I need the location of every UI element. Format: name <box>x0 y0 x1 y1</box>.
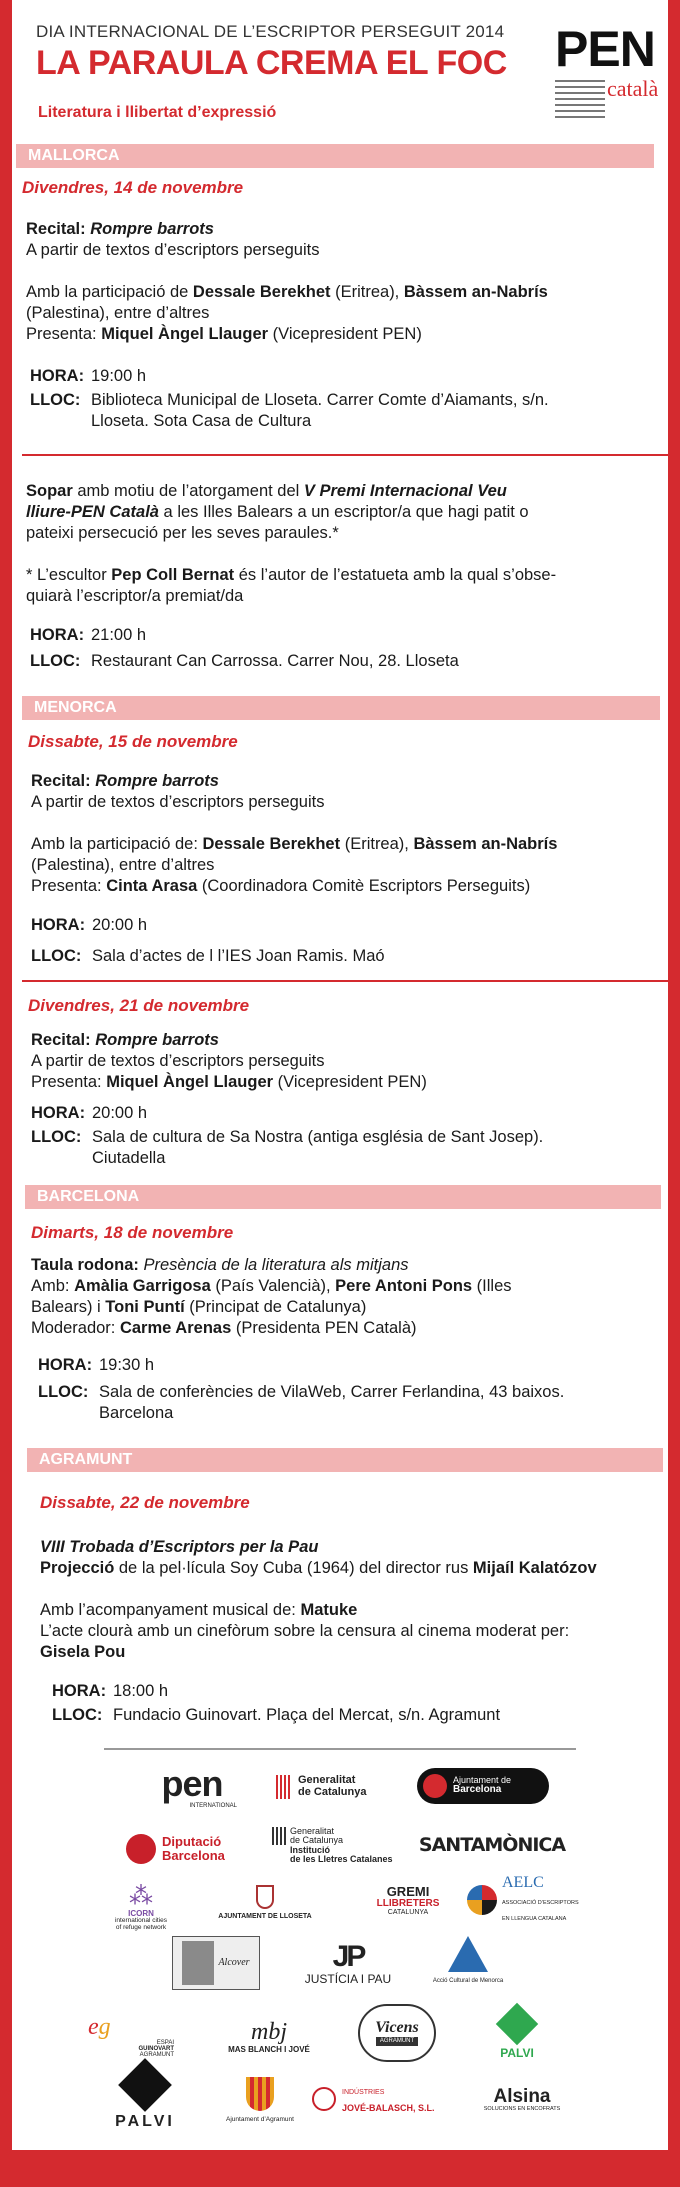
event-date: Dimarts, 18 de novembre <box>31 1223 234 1242</box>
presenter-role: (Coordinadora Comitè Escriptors Perseguits) <box>197 877 531 895</box>
participant-name: Bàssem an-Nabrís <box>403 283 548 301</box>
barcelona-shield-icon <box>423 1774 447 1798</box>
sponsor-text: JOVÉ-BALASCH, S.L. <box>342 2103 435 2113</box>
section-divider <box>22 454 670 456</box>
event-date: Divendres, 14 de novembre <box>22 178 244 197</box>
sponsor-text: EN LLENGUA CATALANA <box>502 1916 567 1923</box>
recital-description: A partir de textos d’escriptors perseguits <box>31 793 325 811</box>
sponsor-text: GUINOVART <box>138 2045 174 2052</box>
jp-monogram-icon: JP <box>332 1939 364 1973</box>
sponsor-text: LLIBRETERS <box>376 1897 440 1909</box>
event-menorca-recital <box>31 771 651 897</box>
aelc-logo <box>467 1873 602 1923</box>
sopar-text: pateixi persecució per les seves paraules.* <box>26 524 339 542</box>
music-text: Amb l’acompanyament musical de: <box>40 1601 301 1619</box>
logo-catala-text: català <box>607 76 659 101</box>
recital-label: Recital: <box>26 220 86 238</box>
sponsor-text: AJUNTAMENT DE LLOSETA <box>218 1913 312 1921</box>
lloc-label: LLOC: <box>31 947 82 965</box>
lloc-label: LLOC: <box>30 391 81 409</box>
sponsor-text: Ajuntament de <box>453 1775 512 1786</box>
sponsor-text: Barcelona <box>453 1784 502 1796</box>
event-time: 18:00 h <box>113 1682 169 1700</box>
event-date: Dissabte, 22 de novembre <box>40 1493 250 1512</box>
region-band-agramunt: AGRAMUNT <box>27 1448 663 1472</box>
participation-text: Amb la participació de: <box>31 835 203 853</box>
recital-label: Recital: <box>31 772 91 790</box>
cineforum-text: L’acte clourà amb un cinefòrum sobre la censura al cinema moderat per: <box>40 1622 570 1640</box>
sponsor-text: Acció Cultural de Menorca <box>432 1977 504 1984</box>
recital-title: Rompre barrots <box>95 1031 219 1049</box>
sponsor-text: de Catalunya <box>290 1835 344 1846</box>
taula-label: Taula rodona: <box>31 1256 144 1274</box>
hora-label: HORA: <box>31 916 86 934</box>
lloc-label: LLOC: <box>38 1383 89 1401</box>
participant-country: (Palestina), entre d’altres <box>26 304 210 322</box>
sculptor-name: Pep Coll Bernat <box>111 566 235 584</box>
presenter-label: Presenta: <box>31 877 107 895</box>
participant-country: (Eritrea), <box>330 283 404 301</box>
sponsor-text: Ajuntament d’Agramunt <box>226 2115 294 2123</box>
event-time: 21:00 h <box>91 626 147 644</box>
senyera-icon <box>272 1827 286 1845</box>
page-subtitle: Literatura i llibertat d’expressió <box>38 104 277 121</box>
palvi-diamond-icon <box>118 2058 172 2112</box>
event-time-place <box>52 1681 672 1726</box>
participant-name: Dessale Berekhet <box>192 283 331 301</box>
event-time: 20:00 h <box>92 1104 148 1122</box>
agramunt-shield-icon <box>246 2077 274 2111</box>
icorn-network-icon: ⁂ <box>129 1882 153 1910</box>
sponsor-text: Barcelona <box>162 1848 225 1863</box>
palvi-diamond-icon <box>496 2002 538 2044</box>
recital-title: Rompre barrots <box>95 772 219 790</box>
diputacio-barcelona-logo <box>126 1831 256 1867</box>
event-date: Divendres, 21 de novembre <box>28 996 250 1015</box>
sponsor-text: SOLUCIONS EN ENCOFRATS <box>483 2106 561 2113</box>
event-place: Restaurant Can Carrossa. Carrer Nou, 28. Lloseta <box>91 652 459 670</box>
hora-label: HORA: <box>30 626 85 644</box>
diputacio-emblem-icon <box>126 1834 156 1864</box>
sponsor-text: SANTAMÒNICA <box>418 1834 566 1857</box>
event-barcelona-taula <box>31 1255 651 1339</box>
logo-fine-print <box>555 80 605 124</box>
sponsor-text: Alsina <box>493 2086 551 2108</box>
sponsor-text: de Catalunya <box>298 1786 367 1798</box>
lloc-label: LLOC: <box>30 652 81 670</box>
sponsor-text: JUSTÍCIA I PAU <box>304 1971 392 1986</box>
sponsor-text: PALVI <box>500 2045 534 2060</box>
event-place: Ciutadella <box>92 1149 166 1167</box>
presenter-label: Presenta: <box>31 1073 107 1091</box>
lloc-label: LLOC: <box>31 1128 82 1146</box>
participant-name: Dessale Berekhet <box>202 835 341 853</box>
mas-blanch-i-jove-logo <box>208 2010 330 2062</box>
presenter-name: Miquel Àngel Llauger <box>101 325 269 343</box>
recital-title: Rompre barrots <box>90 220 214 238</box>
pen-logo-text: pen <box>161 1762 223 1804</box>
alsina-logo <box>474 2080 570 2120</box>
moderator-role: (Presidenta PEN Català) <box>231 1319 417 1337</box>
lloseta-shield-icon <box>256 1885 274 1909</box>
sponsor-text: ASSOCIACIÓ D’ESCRIPTORS <box>502 1899 579 1906</box>
justicia-i-pau-logo <box>298 1934 398 1992</box>
event-place: Lloseta. Sota Casa de Cultura <box>91 412 312 430</box>
santamonica-logo <box>418 1826 566 1866</box>
sponsor-text: AGRAMUNT <box>139 2052 174 2059</box>
sponsor-text: Generalitat <box>298 1774 356 1787</box>
portrait-icon <box>182 1941 214 1985</box>
palvi-logo-green <box>472 2004 562 2064</box>
sponsor-text: Vicens <box>375 2019 419 2037</box>
hora-label: HORA: <box>31 1104 86 1122</box>
sponsors-divider <box>104 1748 576 1750</box>
event-place: Sala de conferències de VilaWeb, Carrer Ferlandina, 43 baixos. <box>99 1383 565 1401</box>
eg-monogram-icon: eg <box>88 2013 111 2040</box>
region-band-menorca: MENORCA <box>22 696 660 720</box>
footnote-text: és l’autor de l’estatueta amb la qual s’obse- <box>234 566 557 584</box>
icorn-logo <box>104 1876 178 1940</box>
participant-name: Pere Antoni Pons <box>335 1277 473 1295</box>
presenter-name: Miquel Àngel Llauger <box>106 1073 274 1091</box>
moderator-name: Gisela Pou <box>40 1643 126 1661</box>
event-time: 19:00 h <box>91 367 147 385</box>
participant-name: Toni Puntí <box>105 1298 185 1316</box>
sponsor-text: Generalitat <box>290 1826 335 1836</box>
event-time: 20:00 h <box>92 916 148 934</box>
participant-origin: Balears) i <box>31 1298 106 1316</box>
presenter-label: Presenta: <box>26 325 102 343</box>
taula-title: Presència de la literatura als mitjans <box>143 1256 409 1274</box>
region-band-barcelona: BARCELONA <box>25 1185 661 1209</box>
mbj-signature-icon: mbj <box>251 2018 287 2045</box>
pen-international-logo <box>147 1763 237 1811</box>
jove-balasch-logo <box>312 2078 462 2120</box>
sponsor-text: MAS BLANCH I JOVÉ <box>228 2044 310 2054</box>
moderator-name: Carme Arenas <box>119 1319 232 1337</box>
sponsor-text: de les Lletres Catalanes <box>290 1854 393 1865</box>
region-band-mallorca: MALLORCA <box>16 144 654 168</box>
alcover-logo <box>172 1936 260 1990</box>
senyera-icon <box>276 1775 292 1799</box>
vicens-logo <box>358 2004 436 2062</box>
sponsor-text: Institució <box>290 1844 330 1855</box>
participant-name: Bàssem an-Nabrís <box>413 835 558 853</box>
event-time: 19:30 h <box>99 1356 155 1374</box>
projeccio-label: Projecció <box>40 1559 115 1577</box>
gremi-llibreters-logo <box>362 1876 454 1926</box>
event-time-place <box>30 366 650 432</box>
sopar-text: amb motiu de l’atorgament del <box>72 482 304 500</box>
palvi-logo-black <box>86 2064 204 2132</box>
section-divider <box>22 980 670 982</box>
poster-page <box>12 0 668 2150</box>
participant-origin: (Illes <box>472 1277 512 1295</box>
event-time-place <box>38 1355 658 1424</box>
moderator-label: Moderador: <box>31 1319 120 1337</box>
sponsor-text: PALVI <box>115 2112 175 2130</box>
event-place: Barcelona <box>99 1404 174 1422</box>
event-date: Dissabte, 15 de novembre <box>28 732 238 751</box>
recital-label: Recital: <box>31 1031 91 1049</box>
participant-origin: (Principat de Catalunya) <box>184 1298 367 1316</box>
director-name: Mijaíl Kalatózov <box>472 1559 597 1577</box>
sponsor-text: Diputació <box>162 1834 222 1850</box>
event-kicker: DIA INTERNACIONAL DE L’ESCRIPTOR PERSEGUIT 2014 <box>36 22 505 41</box>
event-mallorca-recital <box>26 219 646 345</box>
sponsor-text: Alcover <box>218 1956 250 1968</box>
presenter-name: Cinta Arasa <box>106 877 198 895</box>
presenter-role: (Vicepresident PEN) <box>268 325 422 343</box>
trobada-title: VIII Trobada d’Escriptors per la Pau <box>40 1538 319 1556</box>
event-place: Sala de cultura de Sa Nostra (antiga església de Sant Josep). <box>92 1128 544 1146</box>
musician-name: Matuke <box>300 1601 358 1619</box>
projeccio-text: de la pel·lícula Soy Cuba (1964) del director rus <box>114 1559 473 1577</box>
event-place: Fundacio Guinovart. Plaça del Mercat, s/n. Agramunt <box>113 1706 501 1724</box>
ajuntament-barcelona-logo <box>417 1768 549 1804</box>
presenter-role: (Vicepresident PEN) <box>273 1073 427 1091</box>
participants-label: Amb: <box>31 1277 75 1295</box>
ajuntament-lloseta-logo <box>210 1880 320 1926</box>
sponsor-text: AELC <box>502 1873 544 1891</box>
sponsor-text: CATALUNYA <box>387 1909 429 1917</box>
sponsor-text: international cities <box>114 1917 168 1925</box>
aelc-emblem-icon <box>467 1885 497 1915</box>
footnote-text: quiarà l’escriptor/a premiat/da <box>26 587 244 605</box>
hora-label: HORA: <box>52 1682 107 1700</box>
participant-name: Amàlia Garrigosa <box>74 1277 211 1295</box>
event-time-place <box>30 625 650 672</box>
page-title: LA PARAULA CREMA EL FOC <box>36 44 507 82</box>
event-place: Biblioteca Municipal de Lloseta. Carrer Comte d’Aiamants, s/n. <box>91 391 549 409</box>
lloc-label: LLOC: <box>52 1706 103 1724</box>
sponsor-text: INDÚSTRIES <box>342 2089 385 2097</box>
event-time-place <box>31 1103 651 1169</box>
event-place: Sala d’actes de l l’IES Joan Ramis. Maó <box>92 947 385 965</box>
recital-description: A partir de textos d’escriptors perseguits <box>26 241 320 259</box>
acio-cultural-menorca-logo <box>418 1930 518 1990</box>
generalitat-logo <box>276 1771 406 1803</box>
participant-country: (Eritrea), <box>340 835 414 853</box>
recital-description: A partir de textos d’escriptors perseguits <box>31 1052 325 1070</box>
event-menorca-recital-2 <box>31 1030 651 1093</box>
pen-logo-subtext: INTERNATIONAL <box>189 1802 237 1809</box>
sponsor-text: ICORN <box>128 1908 154 1918</box>
espai-guinovart-logo <box>88 2008 174 2064</box>
sopar-text: a les Illes Balears a un escriptor/a que hagi patit o <box>158 503 529 521</box>
participant-origin: (País Valencià), <box>210 1277 336 1295</box>
logo-pen-text: PEN <box>555 21 655 77</box>
ajuntament-agramunt-logo <box>212 2070 308 2130</box>
footnote-text: * L’escultor <box>26 566 112 584</box>
sponsor-text: GREMI <box>386 1884 430 1900</box>
ilc-logo <box>272 1827 422 1871</box>
event-time-place <box>31 915 651 967</box>
hora-label: HORA: <box>38 1356 93 1374</box>
award-name: lliure-PEN Català <box>26 503 159 521</box>
sponsor-text: of refuge network <box>115 1924 167 1932</box>
event-agramunt <box>40 1537 660 1663</box>
sopar-label: Sopar <box>26 482 73 500</box>
acm-triangle-icon <box>448 1936 488 1972</box>
award-name: V Premi Internacional Veu <box>303 482 507 500</box>
sponsor-text: ESPAI <box>156 2039 174 2046</box>
pen-catala-logo <box>555 21 667 124</box>
event-sopar <box>26 481 646 607</box>
participation-text: Amb la participació de <box>26 283 193 301</box>
participant-country: (Palestina), entre d’altres <box>31 856 215 874</box>
sponsor-text: AGRAMUNT <box>376 2037 418 2045</box>
hora-label: HORA: <box>30 367 85 385</box>
bottom-border <box>0 2150 680 2187</box>
jove-balasch-emblem-icon <box>312 2087 336 2111</box>
